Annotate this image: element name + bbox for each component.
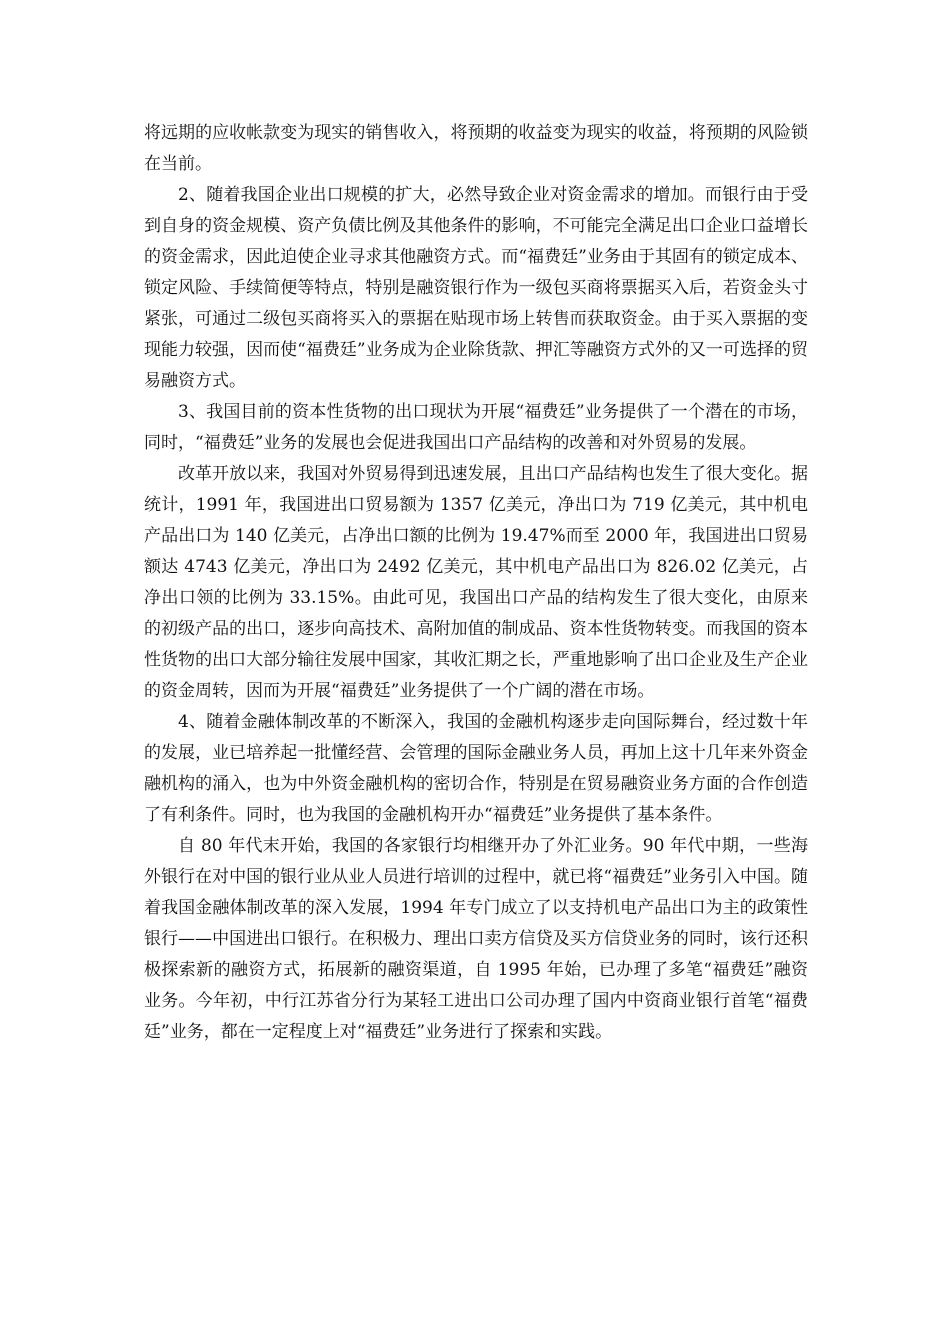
paragraph-4: 改革开放以来，我国对外贸易得到迅速发展，且出口产品结构也发生了很大变化。据统计，1991 年，我国进出口贸易额为 1357 亿美元，净出口为 719 亿美元，其中机电产品出口为 140 亿美元，占净出口额的比例为 19.47%而至 2000 年，我国进出口贸易额达 4743 亿美元，净出口为 2492 亿美元，其中机电产品出口为 826.02 亿美元，占净出口领的比例为 33.15%。由此可见，我国出口产品的结构发生了很大变化，由原来的初级产品的出口，逐步向高技术、高附加值的制成品、资本性货物转变。而我国的资本性货物的出口大部分输往发展中国家，其收汇期之长，严重地影响了出口企业及生产企业的资金周转，因而为开展“福费廷”业务提供了一个广阔的潜在市场。 [144, 464, 808, 701]
paragraph-6: 自 80 年代末开始，我国的各家银行均相继开办了外汇业务。90 年代中期，一些海外银行在对中国的银行业从业人员进行培训的过程中，就已将“福费廷”业务引入中国。随着我国金融体制改革的深入发展，1994 年专门成立了以支持机电产品出口为主的政策性银行——中国进出口银行。在积极力、理出口卖方信贷及买方信贷业务的同时，该行还积极探索新的融资方式，拓展新的融资渠道，自 1995 年始，已办理了多笔“福费廷”融资业务。今年初，中行江苏省分行为某轻工进出口公司办理了国内中资商业银行首笔“福费廷”业务，都在一定程度上对“福费廷”业务进行了探索和实践。 [144, 836, 808, 1042]
document-page [144, 118, 808, 1048]
paragraph-2: 2、随着我国企业出口规模的扩大，必然导致企业对资金需求的增加。而银行由于受到自身的资金规模、资产负债比例及其他条件的影响，不可能完全满足出口企业口益增长的资金需求，因此迫使企业寻求其他融资方式。而“福费廷”业务由于其固有的锁定成本、锁定风险、手续简便等特点，特别是融资银行作为一级包买商将票据买入后，若资金头寸紧张，可通过二级包买商将买入的票据在贴现市场上转售而获取资金。由于买入票据的变现能力较强，因而使“福费廷”业务成为企业除货款、押汇等融资方式外的又一可选择的贸易融资方式。 [144, 185, 808, 391]
paragraph-5: 4、随着金融体制改革的不断深入，我国的金融机构逐步走向国际舞台，经过数十年的发展，业已培养起一批懂经营、会管理的国际金融业务人员，再加上这十几年来外资金融机构的涌入，也为中外资金融机构的密切合作，特别是在贸易融资业务方面的合作创造了有利条件。同时，也为我国的金融机构开办“福费廷”业务提供了基本条件。 [144, 712, 808, 825]
paragraph-3: 3、我国目前的资本性货物的出口现状为开展“福费廷”业务提供了一个潜在的市场，同时，“福费廷”业务的发展也会促进我国出口产品结构的改善和对外贸易的发展。 [144, 402, 808, 453]
paragraph-1: 将远期的应收帐款变为现实的销售收入，将预期的收益变为现实的收益，将预期的风险锁在当前。 [144, 123, 808, 174]
